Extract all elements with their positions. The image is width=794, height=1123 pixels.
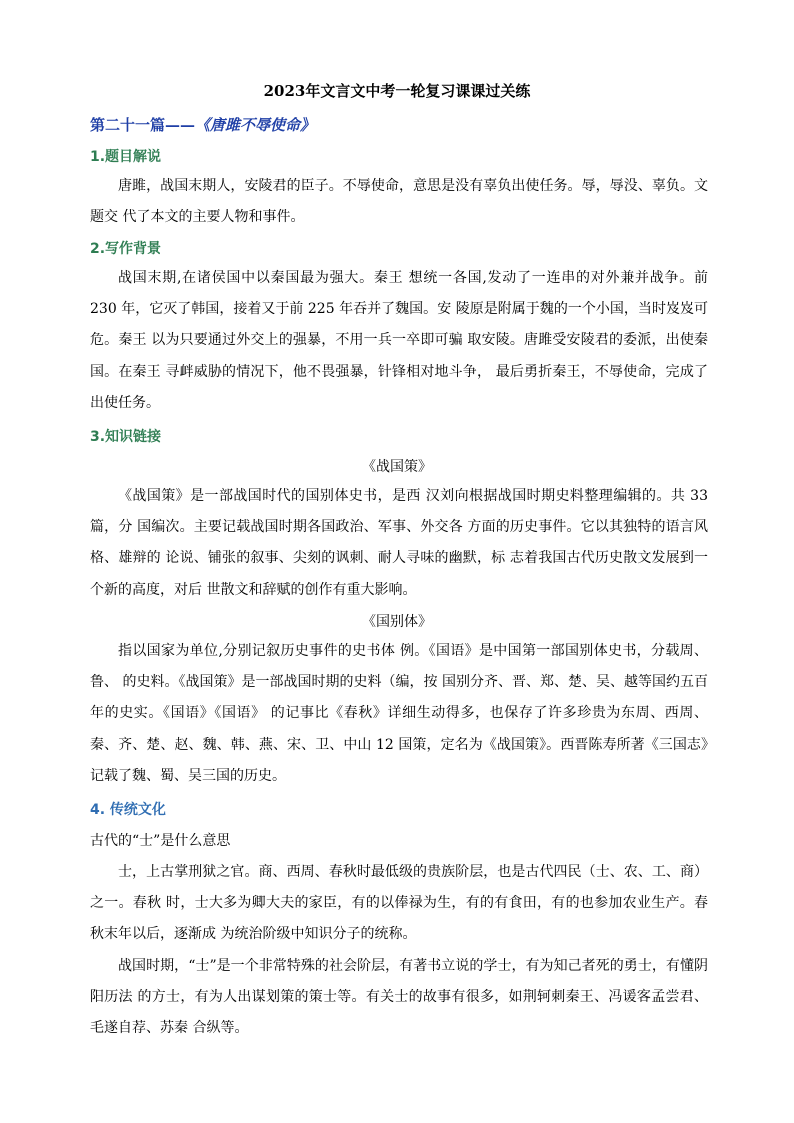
section-2-heading: 2.写作背景 [90,241,162,257]
subsection-zhanguoce-title: 《战国策》 [362,459,432,475]
section-4-question: 古代的“士”是什么意思 [90,833,231,849]
document-title: 2023年文言文中考一轮复习课课过关练 [263,82,531,100]
subsection-guobieti-text: 指以国家为单位,分别记叙历史事件的史书体 例。《国语》是中国第一部国别体史书，分载周、鲁、 的史料。《战国策》是一部战国时期的史料（编，按 国别分齐、晋、郑、楚、吴、越等国约五百年的史实。《国语》《国语》 的记事比《春秋》详细生动得多，也保存了许多珍贵为东周、西周、秦、齐、楚、赵、魏、韩、燕、宋、卫、中山 12 国策，定名为《战国策》。西晋陈寿所著《三国志》记载了魏、蜀、吴三国的历史。 [90,643,708,784]
subsection-zhanguoce-text: 《战国策》是一部战国时代的国别体史书，是西 汉刘向根据战国时期史料整理编辑的。共 33 篇，分 国编次。主要记载战国时期各国政治、军事、外交各 方面的历史事件。它以其独特的语言风格、雄辩的 论说、铺张的叙事、尖刻的讽刺、耐人寻味的幽默，标 志着我国古代历史散文发展到一个新的高度，对后 世散文和辞赋的创作有重大影响。 [90,488,708,598]
chapter-prefix: 第二十一篇—— [90,116,196,134]
chapter-heading [90,114,315,135]
section-2-paragraph: 战国末期,在诸侯国中以秦国最为强大。秦王 想统一各国,发动了一连串的对外兼并战争。前 230 年，它灭了韩国，接着又于前 225 年吞并了魏国。安 陵原是附属于魏的一个小国，当时岌岌可危。秦王 以为只要通过外交上的强暴，不用一兵一卒即可骗 取安陵。唐雎受安陵君的委派，出使秦国。在秦王 寻衅威胁的情况下，他不畏强暴，针锋相对地斗争， 最后勇折秦王，不辱使命，完成了出使任务。 [90,270,708,411]
section-4-paragraph-1: 士，上古掌刑狱之官。商、西周、春秋时最低级的贵族阶层，也是古代四民（士、农、工、商）之一。春秋 时，士大多为卿大夫的家臣，有的以俸禄为生，有的有食田，有的也参加农业生产。春秋末年以后，逐渐成 为统治阶级中知识分子的统称。 [90,864,708,943]
section-1-paragraph: 唐雎，战国末期人，安陵君的臣子。不辱使命，意思是没有辜负出使任务。辱，辱没、辜负。文题交 代了本文的主要人物和事件。 [90,178,708,226]
section-4-heading: 4. 传统文化 [90,802,166,818]
subsection-guobieti-title: 《国别体》 [362,614,432,630]
section-1-heading: 1.题目解说 [90,149,162,165]
chapter-work-title: 《唐雎不辱使命》 [195,116,316,134]
section-3-heading: 3.知识链接 [90,429,162,445]
section-4-paragraph-2: 战国时期，“士”是一个非常特殊的社会阶层，有著书立说的学士，有为知己者死的勇士，有懂阴阳历法 的方士，有为人出谋划策的策士等。有关士的故事有很多，如荆轲刺秦王、冯谖客孟尝君、毛遂自荐、苏秦 合纵等。 [90,958,708,1037]
